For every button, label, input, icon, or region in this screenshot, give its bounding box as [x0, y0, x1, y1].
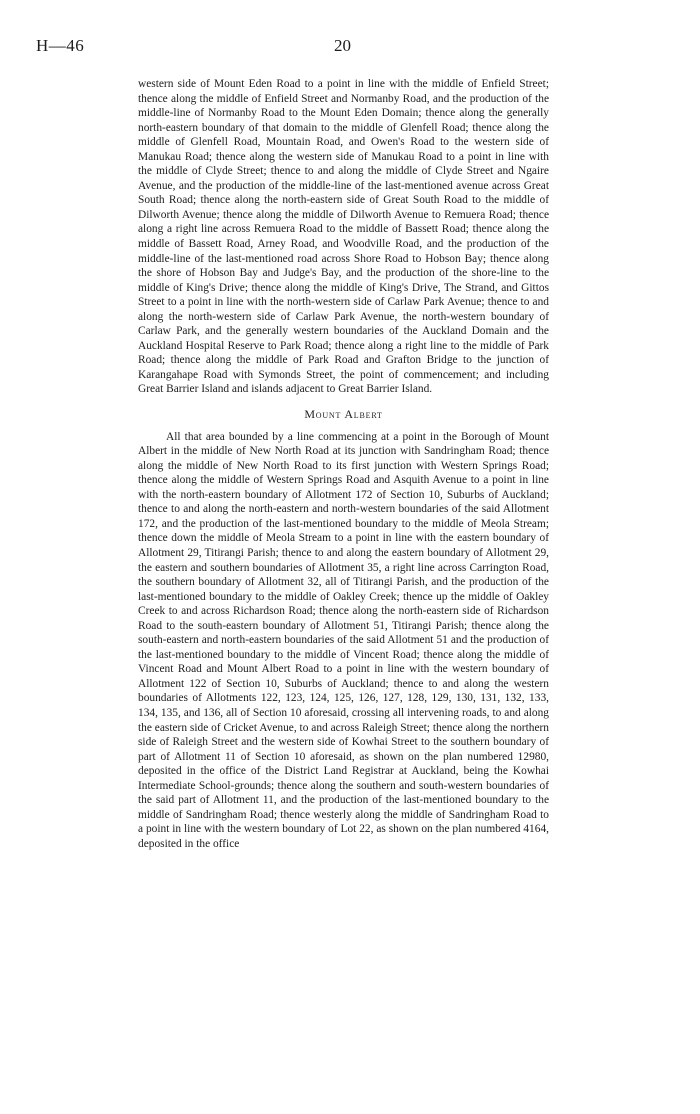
section-heading: Mount Albert [304, 407, 383, 422]
continuation-paragraph: western side of Mount Eden Road to a point in line with the middle of Enfield Street; thence along the middle of Enfield Street and Normanby Road, and the production of the middle-line of Normanby Road to the Mount Eden Domain; thence along the generally north-eastern boundary of that domain to the middle of Glenfell Road; thence along the middle of Glenfell Road, Mountain Road, and Owen's Road to the western side of Manukau Road; thence along the western side of Manukau Road to a point in line with the middle of Clyde Street; thence to and along the middle of Clyde Street and Ngaire Avenue, and the production of the middle-line of the last-mentioned avenue across Great South Road; thence along the north-eastern side of Great South Road to the middle of Dilworth Avenue; thence along the middle of Dilworth Avenue to Remuera Road; thence along a right line across Remuera Road to the middle of Bassett Road; thence along the middle of Bassett Road, Arney Road, and Woodville Road, and the production of the middle-line of the last-mentioned road across Shore Road to Hobson Bay; thence along the shore of Hobson Bay and Judge's Bay, and the production of the shore-line to the middle of King's Drive; thence along the middle of King's Drive, The Strand, and Gittos Street to a point in line with the north-western side of Carlaw Park Avenue; thence to and along the north-western side of Carlaw Park Avenue, the north-western boundary of Carlaw Park, and the generally western boundaries of the Auckland Domain and the Auckland Hospital Reserve to Park Road; thence along a right line to the middle of Park Road; thence along the middle of Park Road and Grafton Bridge to the junction of Karangahape Road with Symonds Street, the point of commencement; and including Great Barrier Island and islands adjacent to Great Barrier Island. [138, 78, 549, 396]
page-number: 20 [334, 36, 351, 55]
text-column [138, 77, 549, 851]
document-id: H—46 [36, 36, 85, 55]
section-paragraph: All that area bounded by a line commencing at a point in the Borough of Mount Albert in the middle of New North Road at its junction with Sandringham Road; thence along the middle of New North Road to its first junction with Western Springs Road; thence along the middle of Western Springs Road and Asquith Avenue to a point in line with the north-eastern boundary of Allotment 172 of Section 10, Suburbs of Auckland; thence to and along the north-eastern and north-western boundaries of the said Allotment 172, and the production of the last-mentioned boundary to the middle of Meola Stream; thence down the middle of Meola Stream to a point in line with the eastern boundary of Allotment 29, Titirangi Parish; thence to and along the eastern boundary of Allotment 29, the eastern and southern boundaries of Allotment 35, a right line across Carrington Road, the southern boundary of Allotment 32, all of Titirangi Parish, and the production of the last-mentioned boundary to the middle of Oakley Creek; thence up the middle of Oakley Creek to and across Richardson Road; thence along the north-eastern side of Richardson Road to the south-eastern boundary of Allotment 51, Titirangi Parish; thence along the south-eastern and north-eastern boundaries of the said Allotment 51 and the production of the last-mentioned boundary to the middle of Vincent Road; thence along the middle of Vincent Road and Mount Albert Road to a point in line with the western boundary of Allotment 122 of Section 10, Suburbs of Auckland; thence to and along the western boundaries of Allotments 122, 123, 124, 125, 126, 127, 128, 129, 130, 131, 132, 133, 134, 135, and 136, all of Section 10 aforesaid, crossing all intervening roads, to and along the eastern side of Cricket Avenue, to and across Raleigh Street; thence along the northern side of Raleigh Street and the western side of Kowhai Street to the southern boundary of part of Allotment 11 of Section 10 aforesaid, as shown on the plan numbered 12980, deposited in the office of the District Land Registrar at Auckland, being the Kowhai Intermediate School-grounds; thence along the southern and south-western boundaries of the said part of Allotment 11, and the production of the last-mentioned boundary to the middle of Sandringham Road; thence westerly along the middle of Sandringham Road to a point in line with the western boundary of Lot 22, as shown on the plan numbered 4164, deposited in the office [138, 430, 549, 850]
